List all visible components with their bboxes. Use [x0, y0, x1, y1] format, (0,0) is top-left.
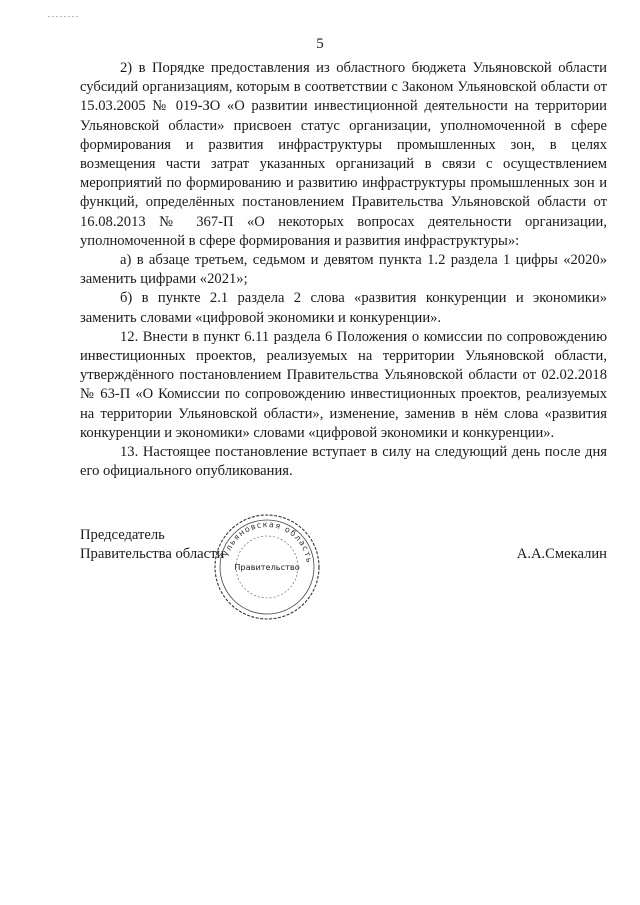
paragraph-item-12: 12. Внести в пункт 6.11 раздела 6 Положения о комиссии по сопровождению инвестиционных проектов, реализуемых на территории Ульяновской области, утверждённого постановлением Правительства Ульяновской области от 02.02.2018 № 63-П «О Комиссии по сопровождению инвестиционных проектов, реализуемых на территории Ульяновской области», изменение, заменив в нём слова «развития конкуренции и экономики» словами «цифровой экономики и конкуренции».: [80, 328, 607, 441]
scan-artifact: [48, 4, 84, 7]
paragraph-subitem-a: а) в абзаце третьем, седьмом и девятом пункта 1.2 раздела 1 цифры «2020» заменить цифрами «2021»;: [80, 252, 607, 288]
document-body: [80, 59, 607, 481]
paragraph-subitem-b: б) в пункте 2.1 раздела 2 слова «развития конкуренции и экономики» заменить словами «цифровой экономики и конкуренции».: [80, 290, 607, 326]
signatory-title-line2: Правительства области: [80, 546, 225, 563]
signature-block: [80, 526, 607, 564]
signatory-title-line1: Председатель: [80, 527, 165, 543]
page-number: 5: [316, 36, 324, 52]
signatory-name: А.А.Смекалин: [516, 546, 607, 562]
seal-center-text: Правительство: [234, 562, 300, 572]
official-seal-stamp: [212, 512, 322, 622]
paragraph-item-13: 13. Настоящее постановление вступает в силу на следующий день после дня его официального опубликования.: [80, 444, 607, 480]
paragraph-item-2: 2) в Порядке предоставления из областного бюджета Ульяновской области субсидий организациям, которым в соответствии с Законом Ульяновской области от 15.03.2005 № 019-ЗО «О развитии инвестиционной деятельности на территории Ульяновской области» присвоен статус организации, уполномоченной в сфере формирования и развития инфраструктуры промышленных зон, в целях возмещения части затрат указанных организаций в связи с осуществлением мероприятий по формированию и развитию инфраструктуры промышленных зон и функций, определённых постановлением Правительства Ульяновской области от 16.08.2013 № 367-П «О некоторых вопросах деятельности организации, уполномоченной в сфере формирования и развития инфраструктуры»:: [80, 60, 607, 249]
seal-ring-text: Ульяновская область: [221, 519, 314, 565]
